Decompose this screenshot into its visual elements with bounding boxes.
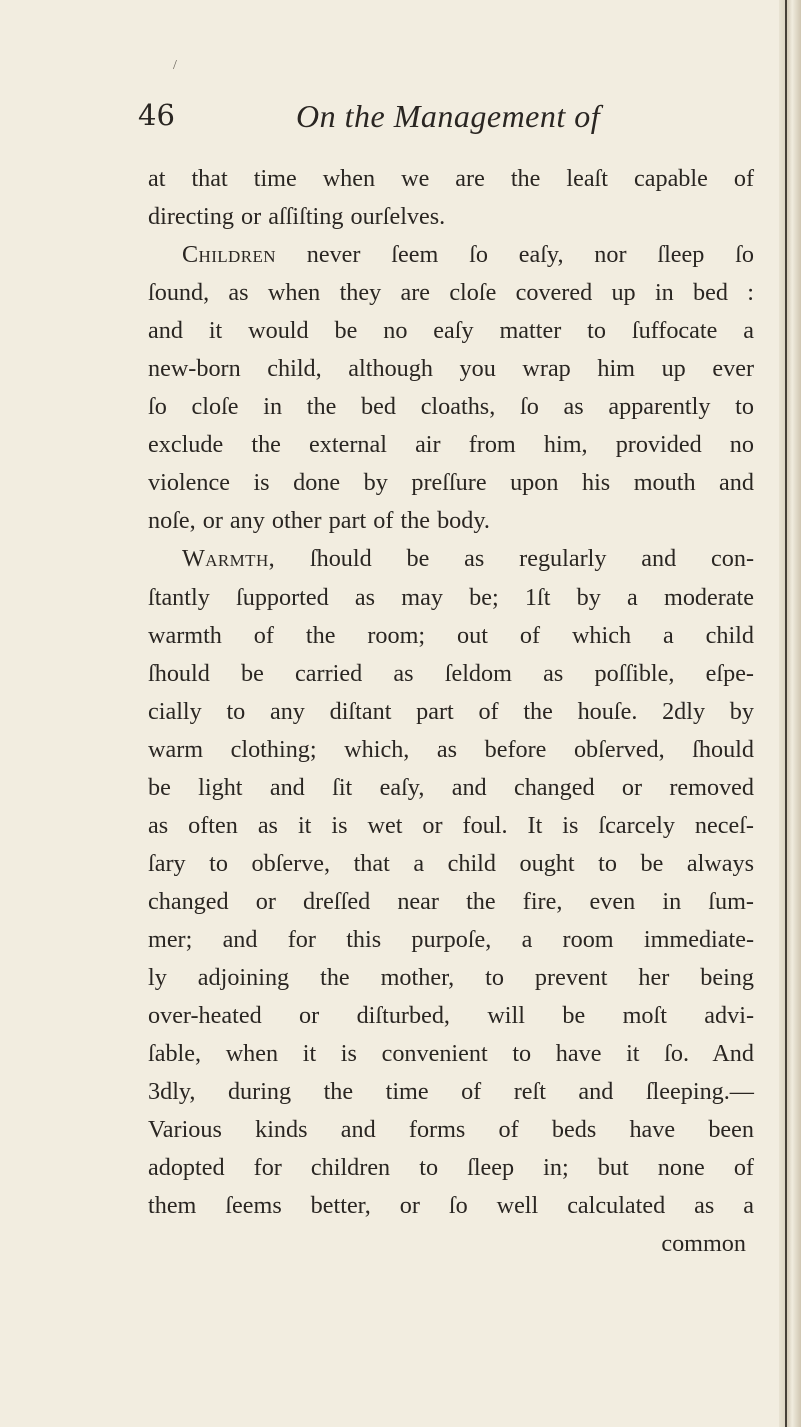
- text-line: ly adjoining the mother, to prevent her being: [148, 963, 754, 991]
- text-line: violence is done by preſſure upon his mouth and: [148, 469, 754, 497]
- page-edge: [779, 0, 801, 1427]
- text-line: cially to any diſtant part of the houſe. 2dly by: [148, 697, 754, 725]
- text-line: mer; and for this purpoſe, a room immediate-: [148, 925, 754, 953]
- text-line: at that time when we are the leaſt capable of: [148, 165, 754, 192]
- text-line: them ſeems better, or ſo well calculated as a: [148, 1192, 754, 1220]
- text-line: and it would be no eaſy matter to ſuffocate a: [148, 317, 754, 345]
- page-number: 46: [138, 98, 175, 132]
- stray-mark: /: [173, 58, 177, 73]
- paragraph-lead: Children: [182, 241, 276, 269]
- text-line: ſhould be carried as ſeldom as poſſible, eſpe-: [148, 659, 754, 687]
- running-head: On the Management of: [296, 98, 601, 134]
- paragraph-lead: Warmth,: [182, 545, 276, 573]
- text-line: changed or dreſſed near the fire, even in ſum-: [148, 887, 754, 915]
- text-line: directing or aſſiſting ourſelves.: [148, 203, 446, 231]
- text-line: [148, 540, 754, 578]
- page-header: [138, 98, 738, 148]
- text-line: warmth of the room; out of which a child: [148, 621, 754, 649]
- text-line: 3dly, during the time of reſt and ſleeping.—: [148, 1078, 754, 1106]
- text-line: ſo cloſe in the bed cloaths, ſo as apparently to: [148, 393, 754, 421]
- text-line: exclude the external air from him, provided no: [148, 431, 754, 459]
- text-line: over-heated or diſturbed, will be moſt advi-: [148, 1002, 754, 1030]
- body-text: [148, 160, 754, 1263]
- text-line: new-born child, although you wrap him up ever: [148, 355, 754, 383]
- text-line: ſable, when it is convenient to have it ſo. And: [148, 1040, 754, 1068]
- text-line: adopted for children to ſleep in; but none of: [148, 1154, 754, 1182]
- text-line: warm clothing; which, as before obſerved, ſhould: [148, 735, 754, 763]
- text-run: never ſeem ſo eaſy, nor ſleep ſo: [275, 241, 754, 269]
- text-line: noſe, or any other part of the body.: [148, 507, 490, 535]
- text-line: ſound, as when they are cloſe covered up in bed :: [148, 279, 754, 307]
- text-line: be light and ſit eaſy, and changed or removed: [148, 773, 754, 801]
- text-line: Various kinds and forms of beds have been: [148, 1116, 754, 1144]
- text-line: [148, 236, 754, 274]
- text-run: ſhould be as regularly and con-: [275, 545, 754, 573]
- text-line: ſary to obſerve, that a child ought to be always: [148, 849, 754, 877]
- catchword: common: [661, 1230, 746, 1258]
- text-line: ſtantly ſupported as may be; 1ſt by a moderate: [148, 583, 754, 611]
- text-line: as often as it is wet or foul. It is ſcarcely neceſ-: [148, 811, 754, 839]
